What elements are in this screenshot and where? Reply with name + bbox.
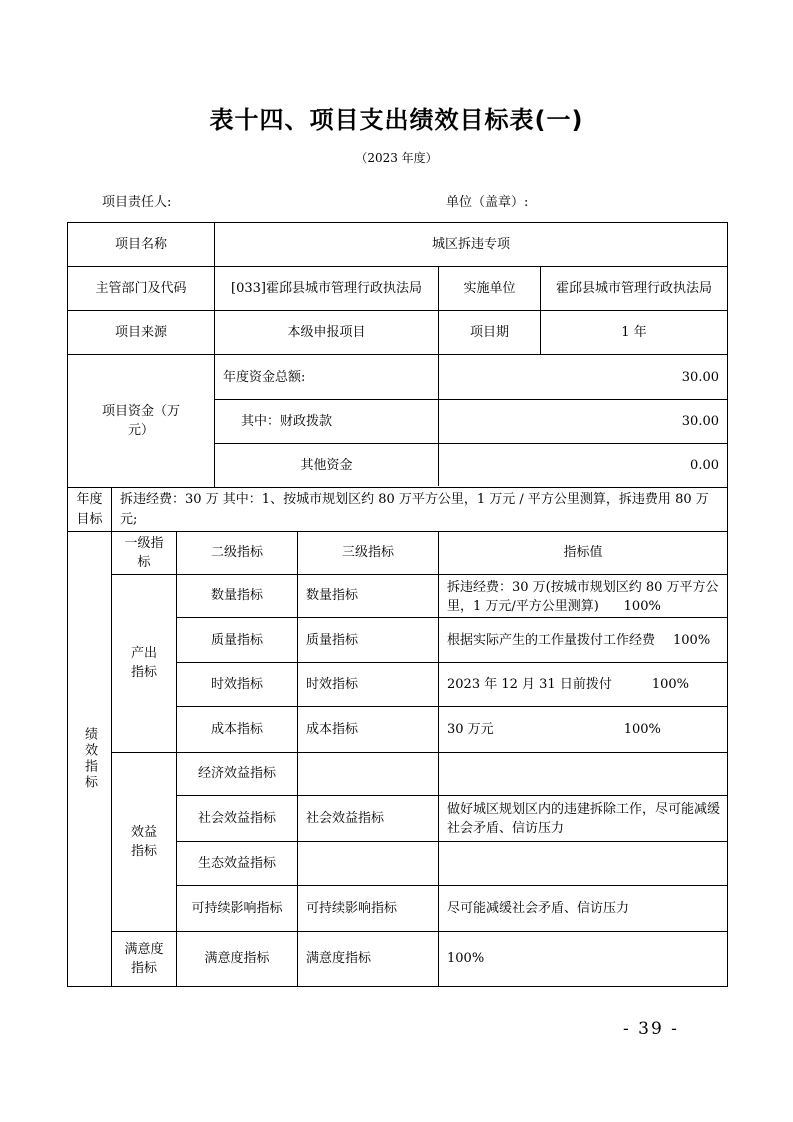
- output-value-quality: 根据实际产生的工作量拨付工作经费 100%: [447, 632, 711, 648]
- perf-body: [112, 532, 727, 986]
- impl-unit-label: 实施单位: [439, 267, 541, 310]
- table-row: [177, 753, 727, 797]
- benefit-l3-ecological: [298, 842, 439, 885]
- benefit-l3-social: 社会效益指标: [298, 796, 439, 841]
- table-row: [177, 618, 727, 663]
- satisfaction-value: 100%: [447, 951, 485, 967]
- output-l3-timeliness: 时效指标: [298, 663, 439, 706]
- benefit-l3-sustainable: 可持续影响指标: [298, 886, 439, 931]
- funds-fiscal-value: 30.00: [681, 414, 719, 429]
- perf-label: 绩效指标: [82, 727, 97, 791]
- output-l2-quality: 质量指标: [177, 618, 298, 662]
- satisfaction-l2: 满意度指标: [177, 932, 298, 986]
- output-indicators: [112, 575, 727, 753]
- header-level1: 一级指标: [112, 532, 177, 574]
- source-row: [67, 311, 728, 355]
- benefit-l2-social: 社会效益指标: [177, 796, 298, 841]
- page-title: 表十四、项目支出绩效目标表(一): [209, 106, 584, 134]
- output-value-quantity: 拆违经费：30 万(按城市规划区约 80 万平方公里，1 万元/平方公里测算) 100%: [447, 579, 719, 614]
- source-label: 项目来源: [68, 311, 215, 354]
- table-row: [177, 886, 727, 931]
- period-value: 1 年: [621, 325, 647, 340]
- funds-label: 项目资金（万元）: [68, 355, 215, 487]
- impl-unit-value: 霍邱县城市管理行政执法局: [555, 281, 712, 296]
- benefit-l2-economic: 经济效益指标: [177, 753, 298, 796]
- table-row: [177, 796, 727, 842]
- funds-total-label: 年度资金总额:: [215, 355, 439, 399]
- dept-value: [033]霍邱县城市管理行政执法局: [215, 267, 439, 310]
- satisfaction-indicators: [112, 932, 727, 986]
- project-name-row: [67, 222, 728, 267]
- output-l3-cost: 成本指标: [298, 707, 439, 752]
- header-level2: 二级指标: [177, 532, 298, 574]
- funds-row: [67, 355, 728, 488]
- funds-total-value: 30.00: [681, 369, 719, 385]
- output-l2-timeliness: 时效指标: [177, 663, 298, 706]
- table-row: [177, 575, 727, 619]
- table-row: [177, 663, 727, 707]
- header-value: 指标值: [563, 545, 603, 561]
- table-row: [177, 707, 727, 752]
- satisfaction-l3: 满意度指标: [298, 932, 439, 986]
- benefit-value-economic: [439, 753, 727, 796]
- perf-label-cell: [68, 532, 112, 986]
- benefit-value-sustainable: 尽可能减缓社会矛盾、信访压力: [447, 900, 630, 916]
- table-row: [177, 842, 727, 886]
- benefit-l3-economic: [298, 753, 439, 796]
- benefit-value-ecological: [439, 842, 727, 885]
- responsible-person-label: 项目责任人:: [102, 195, 172, 210]
- funds-other-label: 其他资金: [215, 444, 439, 486]
- output-l2-cost: 成本指标: [177, 707, 298, 752]
- benefit-label: 效益指标: [112, 753, 177, 931]
- department-row: [67, 267, 728, 311]
- output-l3-quality: 质量指标: [298, 618, 439, 662]
- performance-target-table: [67, 222, 728, 987]
- unit-seal-label: 单位（盖章）:: [446, 195, 529, 210]
- output-value-cost: 30 万元 100%: [447, 721, 661, 737]
- output-value-timeliness: 2023 年 12 月 31 日前拨付 100%: [447, 676, 690, 692]
- project-name-label: 项目名称: [68, 223, 215, 266]
- annual-goal-row: [67, 488, 728, 532]
- funds-breakdown: [215, 355, 727, 487]
- header-level3: 三级指标: [298, 532, 439, 574]
- output-l3-quantity: 数量指标: [298, 575, 439, 618]
- annual-goal-label: 年度目标: [68, 488, 112, 531]
- funds-other-value: 0.00: [690, 457, 719, 473]
- source-value: 本级申报项目: [215, 311, 439, 354]
- performance-indicators: [67, 532, 728, 987]
- period-label: 项目期: [439, 311, 541, 354]
- perf-header-row: [112, 532, 727, 575]
- benefit-l2-ecological: 生态效益指标: [177, 842, 298, 885]
- dept-label: 主管部门及代码: [68, 267, 215, 310]
- benefit-indicators: [112, 753, 727, 932]
- satisfaction-label: 满意度指标: [112, 932, 177, 986]
- output-label: 产出指标: [112, 575, 177, 752]
- output-l2-quantity: 数量指标: [177, 575, 298, 618]
- page-number: - 39 -: [623, 1019, 679, 1039]
- project-name-value: 城区拆违专项: [431, 237, 510, 252]
- annual-goal-text: 拆违经费：30 万 其中：1、按城市规划区约 80 万平方公里，1 万元 / 平方公里测算，拆违费用 80 万元;: [120, 491, 709, 527]
- fiscal-year: （2023 年度）: [355, 151, 438, 165]
- benefit-l2-sustainable: 可持续影响指标: [177, 886, 298, 931]
- benefit-value-social: 做好城区规划区内的违建拆除工作，尽可能减缓社会矛盾、信访压力: [447, 801, 721, 836]
- funds-fiscal-label: 其中：财政拨款: [215, 400, 439, 443]
